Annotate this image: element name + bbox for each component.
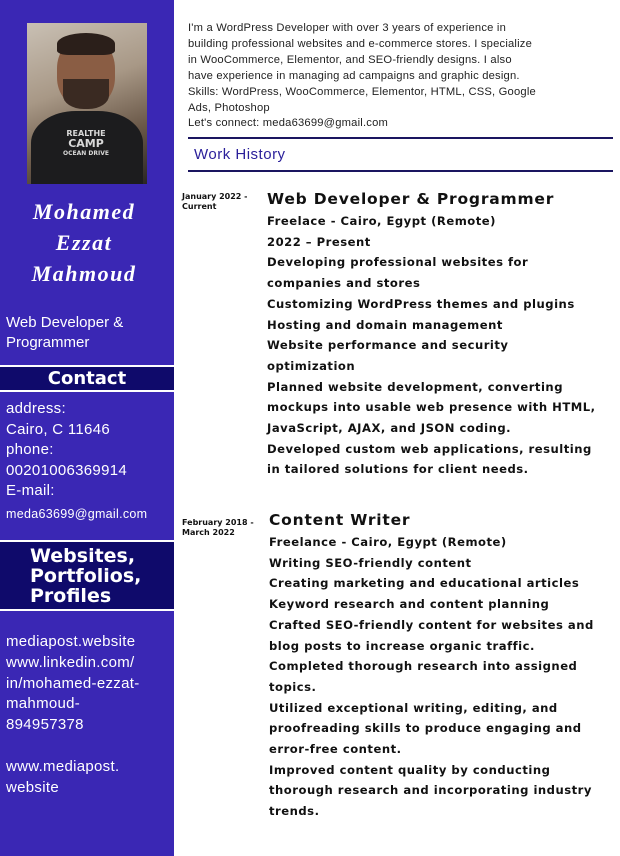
job-detail-line: error-free content. xyxy=(269,742,402,757)
job-detail-line: Creating marketing and educational articles xyxy=(269,576,580,591)
contact-details xyxy=(6,399,172,525)
websites-heading xyxy=(0,540,174,611)
summary-line: Skills: WordPress, WooCommerce, Elementor, HTML, CSS, Google xyxy=(188,85,536,98)
photo-text-line: OCEAN DRIVE xyxy=(63,150,109,157)
job-title: Content Writer xyxy=(269,511,411,529)
summary-line: have experience in managing ad campaigns and graphic design. xyxy=(188,69,520,82)
sidebar xyxy=(0,0,174,856)
summary-line: building professional websites and e-commerce stores. I specialize xyxy=(188,37,533,50)
job-detail-line: in tailored solutions for client needs. xyxy=(267,462,529,477)
photo-text-line: REALTHE xyxy=(66,129,106,138)
profile-name-line: Mahmoud xyxy=(31,261,137,286)
website-spacer xyxy=(6,736,172,757)
profile-name-line: Ezzat xyxy=(55,230,113,255)
job-detail-line: Website performance and security xyxy=(267,338,509,353)
profile-role-line: Web Developer & xyxy=(6,314,124,331)
job-detail-line: Freelace - Cairo, Egypt (Remote) xyxy=(267,214,496,228)
contact-heading: Contact xyxy=(0,365,174,392)
summary-line: I'm a WordPress Developer with over 3 years of experience in xyxy=(188,22,506,34)
website-link[interactable]: website xyxy=(6,778,59,796)
websites-list xyxy=(6,632,172,798)
job-detail-line: Keyword research and content planning xyxy=(269,597,550,612)
website-link[interactable]: in/mohamed-ezzat- xyxy=(6,674,140,692)
website-link[interactable]: 894957378 xyxy=(6,716,84,734)
job-detail-line: 2022 – Present xyxy=(267,234,371,249)
job-detail-line: optimization xyxy=(267,358,356,373)
summary-line: in WooCommerce, Elementor, and SEO-friendly designs. I also xyxy=(188,53,512,66)
summary-line: Ads, Photoshop xyxy=(188,101,270,114)
contact-line: E-mail: xyxy=(6,482,55,500)
job-detail-line: trends. xyxy=(269,804,320,819)
summary-line: Let's connect: meda63699@gmail.com xyxy=(188,117,389,130)
contact-line: 00201006369914 xyxy=(6,461,127,479)
main-content xyxy=(174,0,620,856)
job-dates xyxy=(182,518,262,538)
job-details xyxy=(267,211,617,480)
photo-beard xyxy=(63,79,109,109)
contact-line: Cairo, C 11646 xyxy=(6,420,110,438)
profile-role xyxy=(6,313,166,353)
job-detail-line: Freelance - Cairo, Egypt (Remote) xyxy=(269,535,507,549)
contact-line: phone: xyxy=(6,441,54,459)
websites-heading-line: Websites, xyxy=(30,545,136,567)
job-detail-line: companies and stores xyxy=(267,276,421,291)
website-link[interactable]: www.linkedin.com/ xyxy=(6,653,135,671)
job-detail-line: Planned website development, converting xyxy=(267,379,563,394)
work-history-heading: Work History xyxy=(194,146,286,163)
contact-line: address: xyxy=(6,400,66,417)
job-detail-line: JavaScript, AJAX, and JSON coding. xyxy=(267,421,512,436)
profile-photo xyxy=(27,23,147,184)
profile-name-line: Mohamed xyxy=(32,199,136,224)
job-detail-line: blog posts to increase organic traffic. xyxy=(269,638,535,653)
profile-role-line: Programmer xyxy=(6,334,90,351)
job-detail-line: Completed thorough research into assigned xyxy=(269,659,578,674)
websites-heading-line: Portfolios, xyxy=(30,565,142,587)
job-details xyxy=(269,532,619,822)
summary xyxy=(188,21,612,132)
job-dates xyxy=(182,192,262,212)
job-detail-line: Customizing WordPress themes and plugins xyxy=(267,296,575,311)
photo-text-line: CAMP xyxy=(68,137,104,150)
job-detail-line: Crafted SEO-friendly content for websites and xyxy=(269,617,594,632)
job-date-line: March 2022 xyxy=(182,528,235,537)
job-detail-line: proofreading skills to produce engaging and xyxy=(269,721,582,736)
job-date-line: February 2018 - xyxy=(182,518,254,527)
job-detail-line: Developed custom web applications, resulting xyxy=(267,441,592,456)
job-detail-line: topics. xyxy=(269,679,317,694)
profile-name xyxy=(0,196,168,289)
job-detail-line: thorough research and incorporating industry xyxy=(269,783,592,798)
photo-shirt-print xyxy=(61,129,111,169)
job-title: Web Developer & Programmer xyxy=(267,190,555,208)
job-detail-line: Improved content quality by conducting xyxy=(269,762,551,777)
job-date-line: Current xyxy=(182,202,217,211)
website-link[interactable]: mahmoud- xyxy=(6,695,81,713)
contact-email-link[interactable]: meda63699@gmail.com xyxy=(6,506,148,521)
websites-heading-line: Profiles xyxy=(30,585,112,607)
job-detail-line: Hosting and domain management xyxy=(267,317,503,332)
website-link[interactable]: www.mediapost. xyxy=(6,757,120,775)
job-detail-line: Utilized exceptional writing, editing, and xyxy=(269,700,558,715)
job-detail-line: Writing SEO-friendly content xyxy=(269,555,472,570)
work-history-bar xyxy=(188,137,613,172)
website-link[interactable]: mediapost.website xyxy=(6,633,136,650)
job-detail-line: mockups into usable web presence with HTML, xyxy=(267,400,596,415)
job-detail-line: Developing professional websites for xyxy=(267,255,529,270)
photo-hair xyxy=(57,33,115,55)
job-date-line: January 2022 - xyxy=(182,192,248,201)
